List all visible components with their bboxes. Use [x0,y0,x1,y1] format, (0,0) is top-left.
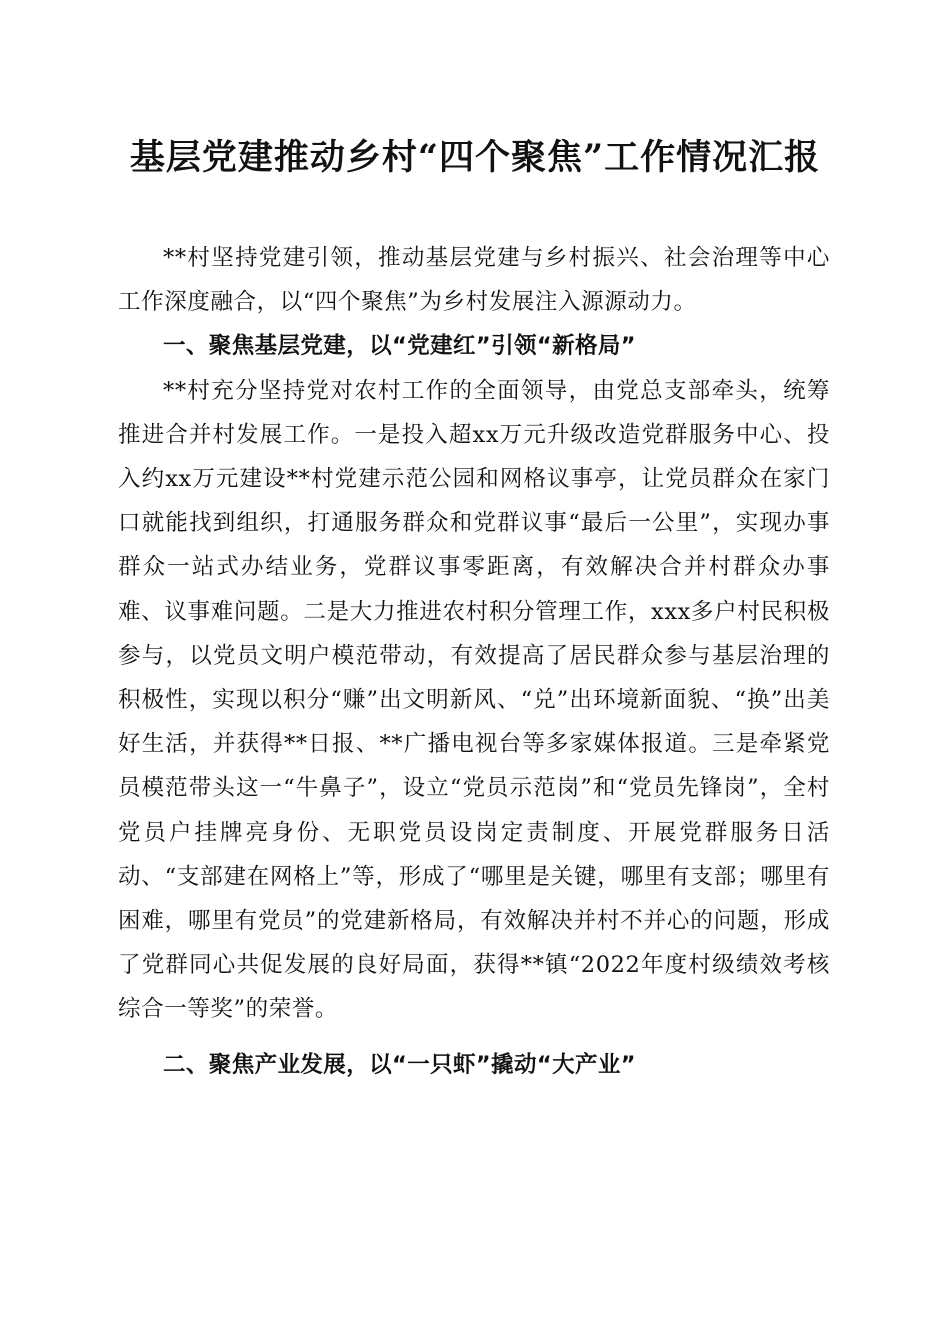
section-1-paragraph: **村充分坚持党对农村工作的全面领导，由党总支部牵头，统筹推进合并村发展工作。一是投入超xx万元升级改造党群服务中心、投入约xx万元建设**村党建示范公园和网格议事亭，让党员群众在家门口就能找到组织，打通服务群众和党群议事“最后一公里”，实现办事群众一站式办结业务，党群议事零距离，有效解决合并村群众办事难、议事难问题。二是大力推进农村积分管理工作，xxx多户村民积极参与，以党员文明户模范带动，有效提高了居民群众参与基层治理的积极性，实现以积分“赚”出文明新风、“兑”出环境新面貌、“换”出美好生活，并获得**日报、**广播电视台等多家媒体报道。三是牵紧党员模范带头这一“牛鼻子”，设立“党员示范岗”和“党员先锋岗”，全村党员户挂牌亮身份、无职党员设岗定责制度、开展党群服务日活动、“支部建在网格上”等，形成了“哪里是关键，哪里有支部；哪里有困难，哪里有党员”的党建新格局，有效解决并村不并心的问题，形成了党群同心共促发展的良好局面，获得**镇“2022年度村级绩效考核综合一等奖”的荣誉。 [118,377,830,1023]
intro-paragraph: **村坚持党建引领，推动基层党建与乡村振兴、社会治理等中心工作深度融合，以“四个聚焦”为乡村发展注入源源动力。 [118,245,830,316]
section-1-heading: 一、聚焦基层党建，以“党建红”引领“新格局” [163,333,636,360]
document-title: 基层党建推动乡村“四个聚焦”工作情况汇报 [129,137,821,178]
section-2-heading: 二、聚焦产业发展，以“一只虾”撬动“大产业” [163,1051,636,1078]
document-body [118,236,830,1087]
